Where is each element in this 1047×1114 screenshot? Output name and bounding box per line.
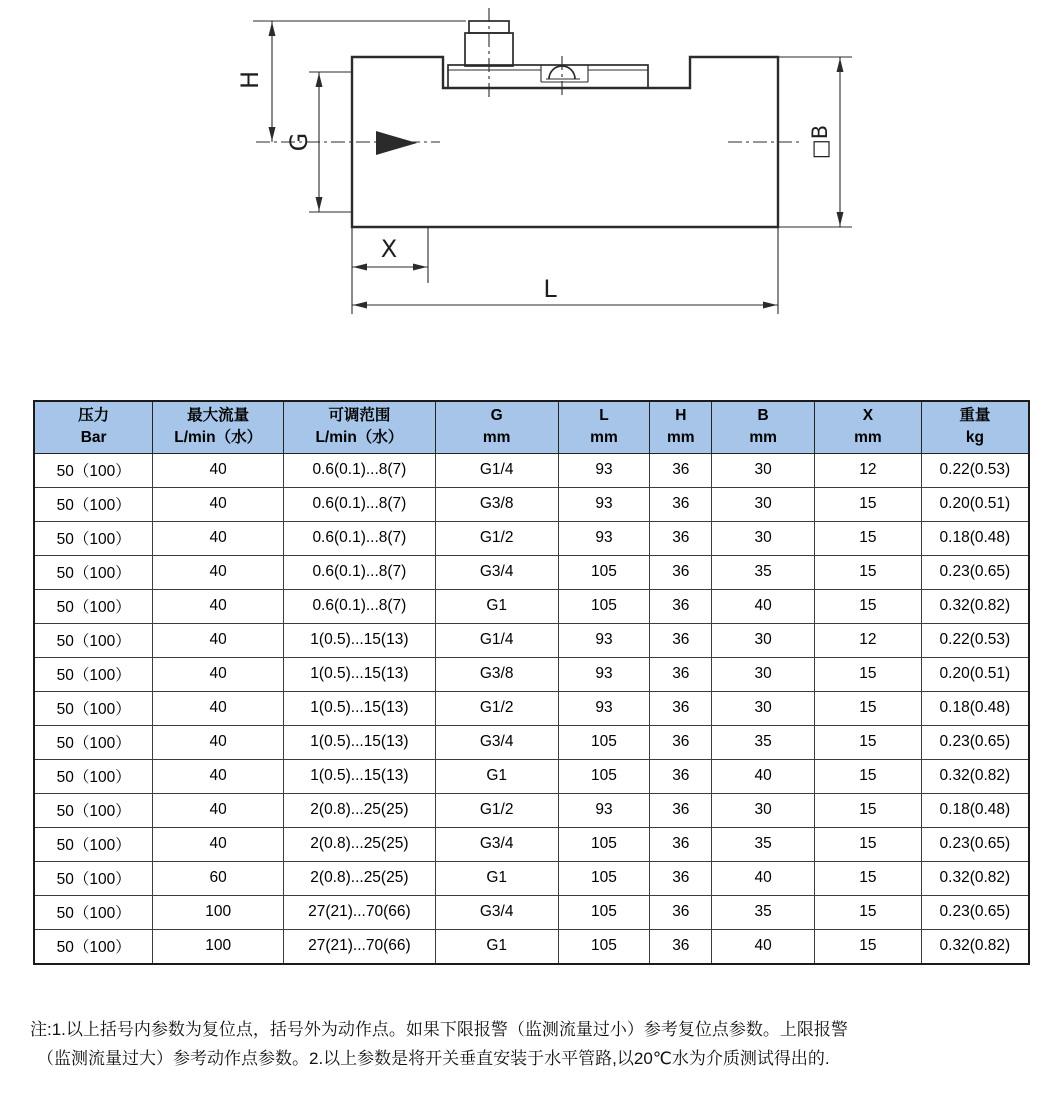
table-cell: G1 (435, 589, 558, 623)
dim-G-label: G (285, 132, 313, 152)
table-cell: 15 (815, 657, 922, 691)
table-cell: 36 (650, 691, 712, 725)
table-cell: 40 (153, 521, 284, 555)
table-row (34, 861, 1029, 895)
table-row (34, 555, 1029, 589)
table-cell: 36 (650, 521, 712, 555)
table-cell: 0.18(0.48) (921, 521, 1029, 555)
table-row (34, 589, 1029, 623)
spec-table (33, 400, 1030, 965)
table-cell: 0.20(0.51) (921, 657, 1029, 691)
table-cell: 0.6(0.1)...8(7) (284, 555, 436, 589)
table-cell: 35 (712, 555, 815, 589)
table-cell: 2(0.8)...25(25) (284, 793, 436, 827)
table-cell: 93 (558, 487, 650, 521)
table-cell: 60 (153, 861, 284, 895)
dim-X-label: X (380, 235, 398, 263)
table-cell: G1/2 (435, 521, 558, 555)
dim-H-label: H (236, 70, 264, 90)
table-cell: 105 (558, 895, 650, 929)
table-cell: 40 (712, 929, 815, 964)
note-line-1: 注:1.以上括号内参数为复位点，括号外为动作点。如果下限报警（监测流量过小）参考复位点参数。上限报警 (30, 1020, 848, 1039)
table-cell: 40 (712, 589, 815, 623)
table-cell: 40 (153, 623, 284, 657)
table-cell: 15 (815, 861, 922, 895)
table-cell: 100 (153, 929, 284, 964)
table-cell: 15 (815, 487, 922, 521)
table-cell: 0.32(0.82) (921, 929, 1029, 964)
flow-arrow-icon (256, 131, 800, 155)
table-cell: 30 (712, 623, 815, 657)
table-body (34, 453, 1029, 964)
table-cell: 0.22(0.53) (921, 623, 1029, 657)
table-row (34, 895, 1029, 929)
cable-connector (465, 8, 513, 100)
table-cell: 93 (558, 691, 650, 725)
table-cell: 15 (815, 793, 922, 827)
table-cell: 0.6(0.1)...8(7) (284, 521, 436, 555)
dim-L-label: L (543, 275, 557, 303)
table-cell: 40 (153, 487, 284, 521)
table-cell: 105 (558, 861, 650, 895)
table-cell: 50（100） (34, 861, 153, 895)
table-cell: 40 (153, 453, 284, 487)
col-header-adjust-range: 可调范围 L/min（水） (284, 401, 436, 453)
table-row (34, 929, 1029, 964)
table-cell: G1 (435, 759, 558, 793)
table-cell: 36 (650, 657, 712, 691)
table-cell: 12 (815, 453, 922, 487)
table-row (34, 691, 1029, 725)
table-cell: 93 (558, 623, 650, 657)
table-cell: 0.6(0.1)...8(7) (284, 487, 436, 521)
table-cell: 35 (712, 827, 815, 861)
table-cell: 40 (153, 657, 284, 691)
table-cell: 0.23(0.65) (921, 725, 1029, 759)
table-cell: 30 (712, 657, 815, 691)
table-cell: 0.20(0.51) (921, 487, 1029, 521)
mounting-plate (448, 56, 648, 96)
table-cell: 36 (650, 725, 712, 759)
table-cell: G3/4 (435, 555, 558, 589)
table-header-row (34, 401, 1029, 453)
table-cell: 0.23(0.65) (921, 895, 1029, 929)
table-cell: 36 (650, 895, 712, 929)
table-cell: 2(0.8)...25(25) (284, 861, 436, 895)
table-cell: 100 (153, 895, 284, 929)
table-cell: G3/4 (435, 827, 558, 861)
table-cell: 50（100） (34, 555, 153, 589)
table-cell: 27(21)...70(66) (284, 929, 436, 964)
table-cell: 36 (650, 589, 712, 623)
col-header-max-flow: 最大流量 L/min（水） (153, 401, 284, 453)
table-cell: G1 (435, 929, 558, 964)
table-cell: 30 (712, 453, 815, 487)
table-cell: 12 (815, 623, 922, 657)
note-line-2: （监测流量过大）参考动作点参数。2.以上参数是将开关垂直安装于水平管路,以20℃水为介质测试得出的. (37, 1048, 830, 1068)
table-cell: 15 (815, 555, 922, 589)
table-cell: 0.18(0.48) (921, 691, 1029, 725)
dim-B-label: □B (808, 124, 832, 160)
col-header-weight: 重量 kg (921, 401, 1029, 453)
table-cell: 40 (153, 793, 284, 827)
table-cell: 15 (815, 895, 922, 929)
col-header-pressure: 压力 Bar (34, 401, 153, 453)
table-cell: 40 (153, 827, 284, 861)
table-cell: 36 (650, 487, 712, 521)
table-cell: 40 (712, 759, 815, 793)
table-cell: 50（100） (34, 589, 153, 623)
table-cell: 15 (815, 929, 922, 964)
table-row (34, 623, 1029, 657)
dim-L (352, 227, 778, 314)
table-cell: 30 (712, 691, 815, 725)
table-cell: 15 (815, 589, 922, 623)
table-cell: 36 (650, 759, 712, 793)
table-cell: 40 (153, 725, 284, 759)
table-cell: 36 (650, 453, 712, 487)
table-cell: G1/4 (435, 453, 558, 487)
table-cell: 50（100） (34, 487, 153, 521)
col-header-G: G mm (435, 401, 558, 453)
table-cell: 1(0.5)...15(13) (284, 657, 436, 691)
table-cell: 40 (153, 589, 284, 623)
table-cell: 50（100） (34, 725, 153, 759)
notes (30, 1016, 1032, 1073)
table-row (34, 827, 1029, 861)
table-cell: 35 (712, 895, 815, 929)
table-cell: 105 (558, 759, 650, 793)
table-cell: 15 (815, 759, 922, 793)
table-row (34, 657, 1029, 691)
table-cell: 0.32(0.82) (921, 861, 1029, 895)
table-cell: G3/4 (435, 725, 558, 759)
table-cell: 36 (650, 793, 712, 827)
table-row (34, 521, 1029, 555)
table-cell: 93 (558, 521, 650, 555)
table-row (34, 453, 1029, 487)
table-cell: 50（100） (34, 929, 153, 964)
table-cell: 40 (153, 759, 284, 793)
table-cell: 0.6(0.1)...8(7) (284, 453, 436, 487)
table-cell: G3/8 (435, 657, 558, 691)
table-cell: 50（100） (34, 691, 153, 725)
table-cell: 40 (153, 555, 284, 589)
table-cell: 105 (558, 725, 650, 759)
table-cell: 30 (712, 521, 815, 555)
table-cell: 50（100） (34, 453, 153, 487)
table-cell: G1/2 (435, 691, 558, 725)
table-cell: 1(0.5)...15(13) (284, 725, 436, 759)
table-cell: 105 (558, 589, 650, 623)
table-cell: G1/4 (435, 623, 558, 657)
table-cell: 36 (650, 555, 712, 589)
table-cell: 36 (650, 929, 712, 964)
table-cell: 30 (712, 487, 815, 521)
table-row (34, 759, 1029, 793)
table-cell: 0.32(0.82) (921, 759, 1029, 793)
table-cell: 1(0.5)...15(13) (284, 759, 436, 793)
table-cell: 15 (815, 827, 922, 861)
table-cell: 30 (712, 793, 815, 827)
table-cell: 50（100） (34, 521, 153, 555)
dim-X (352, 227, 428, 314)
table-cell: 2(0.8)...25(25) (284, 827, 436, 861)
table-cell: 105 (558, 827, 650, 861)
table-cell: 93 (558, 453, 650, 487)
table-cell: 93 (558, 793, 650, 827)
table-cell: G3/4 (435, 895, 558, 929)
table-row (34, 725, 1029, 759)
table-row (34, 793, 1029, 827)
table-cell: 0.23(0.65) (921, 827, 1029, 861)
table-cell: 35 (712, 725, 815, 759)
table-cell: 1(0.5)...15(13) (284, 623, 436, 657)
table-cell: 105 (558, 555, 650, 589)
table-cell: 0.22(0.53) (921, 453, 1029, 487)
table-cell: 15 (815, 725, 922, 759)
table-cell: 36 (650, 827, 712, 861)
table-cell: 50（100） (34, 759, 153, 793)
table-cell: 93 (558, 657, 650, 691)
table-cell: 36 (650, 623, 712, 657)
table-cell: 40 (153, 691, 284, 725)
table-cell: G1/2 (435, 793, 558, 827)
table-cell: 50（100） (34, 793, 153, 827)
table-cell: 40 (712, 861, 815, 895)
table-cell: 15 (815, 521, 922, 555)
col-header-L: L mm (558, 401, 650, 453)
table-cell: 1(0.5)...15(13) (284, 691, 436, 725)
table-cell: 50（100） (34, 657, 153, 691)
table-row (34, 487, 1029, 521)
table-cell: G3/8 (435, 487, 558, 521)
col-header-H: H mm (650, 401, 712, 453)
table-cell: 105 (558, 929, 650, 964)
table-cell: 15 (815, 691, 922, 725)
table-cell: 0.23(0.65) (921, 555, 1029, 589)
table-cell: 50（100） (34, 827, 153, 861)
table-cell: 0.18(0.48) (921, 793, 1029, 827)
technical-drawing (0, 0, 1047, 350)
table-cell: 36 (650, 861, 712, 895)
table-cell: 50（100） (34, 623, 153, 657)
col-header-X: X mm (815, 401, 922, 453)
table-cell: 0.6(0.1)...8(7) (284, 589, 436, 623)
table-cell: 27(21)...70(66) (284, 895, 436, 929)
col-header-B: B mm (712, 401, 815, 453)
table-cell: 0.32(0.82) (921, 589, 1029, 623)
table-cell: G1 (435, 861, 558, 895)
table-cell: 50（100） (34, 895, 153, 929)
